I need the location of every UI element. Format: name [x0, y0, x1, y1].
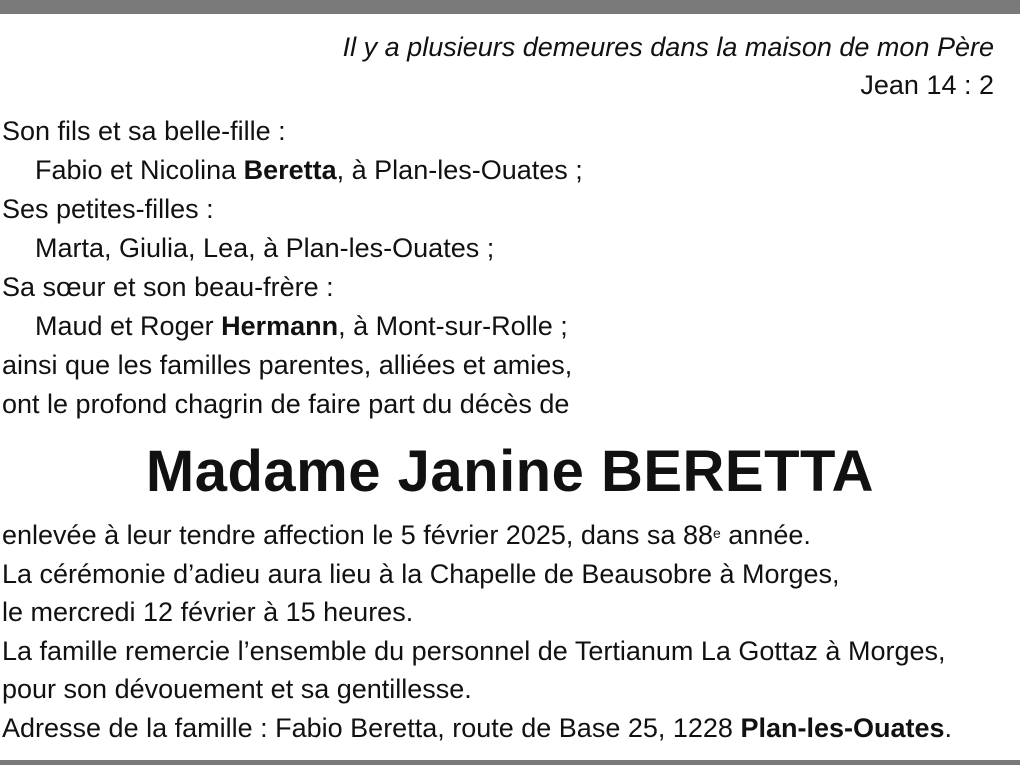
sister-entry — [2, 307, 1012, 346]
top-divider — [0, 0, 1020, 14]
granddaughters-label: Ses petites-filles : — [2, 194, 214, 224]
address-line — [2, 709, 1018, 748]
epigraph-quote: Il y a plusieurs demeures dans la maison de mon Père — [342, 32, 994, 62]
granddaughters-entry: Marta, Giulia, Lea, à Plan-les-Ouates ; — [35, 233, 495, 263]
bottom-divider — [0, 760, 1020, 765]
passing-suffix: année. — [720, 520, 811, 550]
epigraph-reference: Jean 14 : 2 — [860, 70, 994, 100]
passing-prefix: enlevée à leur tendre affection le 5 février 2025, dans sa 88 — [2, 520, 713, 550]
sister-place: , à Mont-sur-Rolle ; — [338, 311, 568, 341]
ceremony-line-2: le mercredi 12 février à 15 heures. — [2, 597, 414, 627]
sister-surname: Hermann — [221, 311, 339, 341]
passing-sup: e — [712, 525, 721, 541]
families-line: ainsi que les familles parentes, alliées et amies, — [2, 350, 573, 380]
deceased-name: Madame Janine BERETTA — [145, 439, 875, 504]
family-list — [2, 112, 1012, 424]
address-suffix: . — [944, 712, 953, 743]
announcement-line: ont le profond chagrin de faire part du décès de — [2, 389, 570, 419]
address-prefix: Adresse de la famille : Fabio Beretta, route de Base 25, 1228 — [2, 712, 741, 743]
son-names: Fabio et Nicolina — [35, 155, 244, 185]
thanks-line-1: La famille remercie l’ensemble du personnel de Tertianum La Gottaz à Morges, — [2, 635, 946, 666]
sister-names: Maud et Roger — [35, 311, 222, 341]
sister-label: Sa sœur et son beau-frère : — [2, 272, 334, 302]
son-surname: Beretta — [243, 155, 337, 185]
son-entry — [2, 151, 1012, 190]
epigraph — [234, 28, 994, 104]
son-place: , à Plan-les-Ouates ; — [336, 155, 583, 185]
passing-line — [2, 516, 1018, 555]
address-city: Plan-les-Ouates — [740, 712, 945, 743]
details — [2, 516, 1018, 747]
thanks-line-2: pour son dévouement et sa gentillesse. — [2, 674, 472, 704]
ceremony-line-1: La cérémonie d’adieu aura lieu à la Chapelle de Beausobre à Morges, — [2, 558, 840, 589]
son-label: Son fils et sa belle-fille : — [2, 116, 286, 146]
